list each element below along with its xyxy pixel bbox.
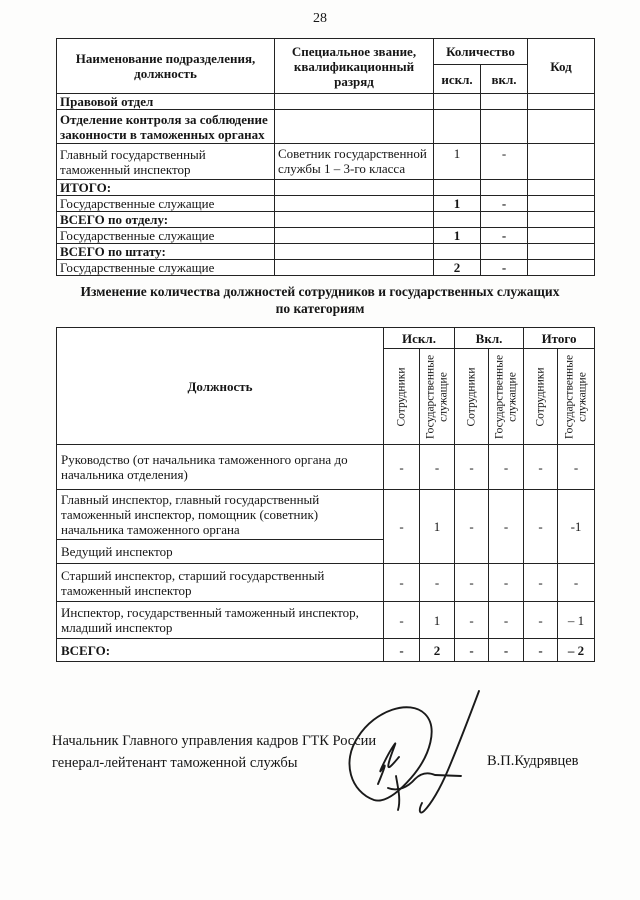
signatory-name: В.П.Кудрявцев xyxy=(487,753,579,769)
header-excluded: искл. xyxy=(434,65,481,94)
table-row xyxy=(57,639,595,662)
rank-cell xyxy=(275,228,434,244)
value-cell: 2 xyxy=(420,639,455,662)
handwritten-signature xyxy=(318,683,493,823)
value-cell: - xyxy=(489,602,524,639)
table-row xyxy=(57,564,595,602)
rank-cell xyxy=(275,110,434,144)
header-total-officers: Сотрудники xyxy=(524,349,558,445)
header-total-civil-servants: Государственные служащие xyxy=(558,349,595,445)
value-cell: - xyxy=(384,639,420,662)
header-incl-officers: Сотрудники xyxy=(455,349,489,445)
unit-cell: Государственные служащие xyxy=(57,228,275,244)
header-incl-civil-servants: Государственные служащие xyxy=(489,349,524,445)
unit-cell: Правовой отдел xyxy=(57,94,275,110)
change-table-title-line2: по категориям xyxy=(275,301,365,316)
value-cell: - xyxy=(558,564,595,602)
signatory-title-line1: Начальник Главного управления кадров ГТК России xyxy=(52,733,377,749)
value-cell: - xyxy=(455,602,489,639)
excl-cell: 1 xyxy=(434,196,481,212)
header-rank: Специальное звание, квалификационный разряд xyxy=(275,39,434,94)
value-cell: 1 xyxy=(420,602,455,639)
rank-cell xyxy=(275,196,434,212)
header-code: Код xyxy=(528,39,595,94)
staff-table-header-row xyxy=(57,39,595,65)
header-quantity: Количество xyxy=(434,39,528,65)
excl-cell: 1 xyxy=(434,228,481,244)
code-cell xyxy=(528,212,595,228)
unit-cell: Главный государственный таможенный инспектор xyxy=(57,144,275,180)
signatory-title-line2: генерал-лейтенант таможенной службы xyxy=(52,754,298,771)
excl-cell: 2 xyxy=(434,260,481,276)
value-cell: - xyxy=(489,564,524,602)
rank-cell: Советник государственной службы 1 – 3-го класса xyxy=(275,144,434,180)
table-row xyxy=(57,110,595,144)
value-cell: - xyxy=(489,639,524,662)
incl-cell: - xyxy=(481,144,528,180)
value-cell: – 1 xyxy=(558,602,595,639)
value-cell: - xyxy=(384,564,420,602)
table-row xyxy=(57,602,595,639)
value-cell: - xyxy=(524,445,558,490)
header-unit-position: Наименование подразделения, должность xyxy=(57,39,275,94)
excl-cell xyxy=(434,94,481,110)
unit-cell: Государственные служащие xyxy=(57,196,275,212)
change-table xyxy=(56,327,595,662)
value-cell: - xyxy=(489,490,524,564)
table-row xyxy=(57,445,595,490)
position-cell: Ведущий инспектор xyxy=(57,540,384,564)
code-cell xyxy=(528,180,595,196)
staff-table xyxy=(56,38,595,276)
incl-cell: - xyxy=(481,228,528,244)
position-cell: Старший инспектор, старший государственный таможенный инспектор xyxy=(57,564,384,602)
header-group-excluded: Искл. xyxy=(384,328,455,349)
table-row xyxy=(57,228,595,244)
rank-cell xyxy=(275,212,434,228)
position-cell: Руководство (от начальника таможенного органа до начальника отделения) xyxy=(57,445,384,490)
incl-cell xyxy=(481,212,528,228)
table-row xyxy=(57,260,595,276)
value-cell: - xyxy=(558,445,595,490)
position-cell: Главный инспектор, главный государственный таможенный инспектор, помощник (советник) начальника таможенного органа xyxy=(57,490,384,540)
change-table-title-line1: Изменение количества должностей сотрудников и государственных служащих xyxy=(80,284,560,299)
incl-cell: - xyxy=(481,196,528,212)
table-row xyxy=(57,490,595,540)
excl-cell xyxy=(434,212,481,228)
value-cell: - xyxy=(420,445,455,490)
code-cell xyxy=(528,94,595,110)
value-cell: - xyxy=(455,490,489,564)
header-group-total: Итого xyxy=(524,328,595,349)
page-number: 28 xyxy=(313,11,327,26)
unit-cell: Отделение контроля за соблюдение законности в таможенных органах xyxy=(57,110,275,144)
value-cell: - xyxy=(384,602,420,639)
unit-cell: ВСЕГО по штату: xyxy=(57,244,275,260)
value-cell: - xyxy=(455,445,489,490)
code-cell xyxy=(528,260,595,276)
incl-cell: - xyxy=(481,260,528,276)
value-cell: 1 xyxy=(420,490,455,564)
rank-cell xyxy=(275,244,434,260)
table-row xyxy=(57,244,595,260)
table-row xyxy=(57,196,595,212)
rank-cell xyxy=(275,180,434,196)
code-cell xyxy=(528,110,595,144)
value-cell: - xyxy=(524,602,558,639)
position-cell: Инспектор, государственный таможенный инспектор, младший инспектор xyxy=(57,602,384,639)
table-row xyxy=(57,180,595,196)
code-cell xyxy=(528,244,595,260)
unit-cell: Государственные служащие xyxy=(57,260,275,276)
value-cell: - xyxy=(489,445,524,490)
header-excl-civil-servants: Государственные служащие xyxy=(420,349,455,445)
value-cell: -1 xyxy=(558,490,595,564)
code-cell xyxy=(528,196,595,212)
table-row xyxy=(57,144,595,180)
table-row xyxy=(57,212,595,228)
value-cell: - xyxy=(524,639,558,662)
value-cell: - xyxy=(455,564,489,602)
incl-cell xyxy=(481,244,528,260)
rank-cell xyxy=(275,260,434,276)
unit-cell: ВСЕГО по отделу: xyxy=(57,212,275,228)
change-table-group-header-row xyxy=(57,328,595,349)
incl-cell xyxy=(481,180,528,196)
excl-cell xyxy=(434,244,481,260)
table-row xyxy=(57,94,595,110)
header-group-included: Вкл. xyxy=(455,328,524,349)
excl-cell: 1 xyxy=(434,144,481,180)
code-cell xyxy=(528,144,595,180)
value-cell: - xyxy=(384,445,420,490)
header-excl-officers: Сотрудники xyxy=(384,349,420,445)
position-cell: ВСЕГО: xyxy=(57,639,384,662)
value-cell: - xyxy=(420,564,455,602)
value-cell: - xyxy=(524,490,558,564)
value-cell: – 2 xyxy=(558,639,595,662)
excl-cell xyxy=(434,110,481,144)
incl-cell xyxy=(481,94,528,110)
code-cell xyxy=(528,228,595,244)
value-cell: - xyxy=(524,564,558,602)
excl-cell xyxy=(434,180,481,196)
value-cell: - xyxy=(455,639,489,662)
unit-cell: ИТОГО: xyxy=(57,180,275,196)
header-included: вкл. xyxy=(481,65,528,94)
change-table-title xyxy=(0,283,640,317)
incl-cell xyxy=(481,110,528,144)
rank-cell xyxy=(275,94,434,110)
value-cell: - xyxy=(384,490,420,564)
header-position: Должность xyxy=(57,328,384,445)
